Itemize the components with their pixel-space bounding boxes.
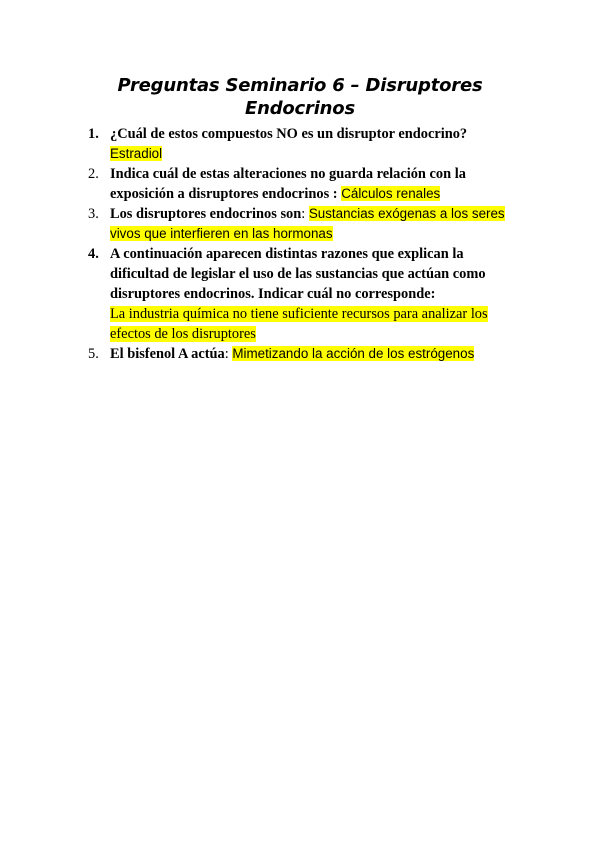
answer-highlight: Cálculos renales	[341, 186, 441, 201]
question-text: El bisfenol A actúa	[110, 346, 225, 362]
question-text: Los disruptores endocrinos son	[110, 206, 302, 222]
answer-separator: :	[301, 206, 306, 222]
answer-highlight: Mimetizando la acción de los estrógenos	[232, 346, 475, 361]
question-number: 3.	[88, 206, 99, 222]
question-item-1	[80, 124, 520, 164]
question-number: 1.	[88, 126, 99, 142]
question-list	[80, 124, 520, 364]
question-text: ¿Cuál de estos compuestos NO es un disruptor endocrino?	[110, 126, 468, 142]
answer-highlight: Estradiol	[110, 146, 163, 161]
question-number: 5.	[88, 346, 99, 362]
question-number: 4.	[88, 246, 99, 262]
question-text: Indica cuál de estas alteraciones no guarda relación con la exposición a disruptores endocrinos :	[110, 166, 466, 202]
answer-highlight: La industria química no tiene suficiente recursos para analizar los efectos de los disruptores	[110, 306, 488, 342]
question-item-2	[80, 164, 520, 204]
answer-separator: :	[224, 346, 229, 362]
question-item-4	[80, 244, 520, 344]
page-title: Preguntas Seminario 6 – Disruptores Endocrinos	[117, 75, 483, 119]
question-item-5	[80, 344, 520, 364]
question-item-3	[80, 204, 520, 244]
question-number: 2.	[88, 166, 99, 182]
answer-highlight: Sustancias exógenas a los seres vivos que interfieren en las hormonas	[110, 206, 505, 241]
question-text: A continuación aparecen distintas razones que explican la dificultad de legislar el uso de las sustancias que actúan como disruptores endocrinos. Indicar cuál no corresponde:	[110, 246, 486, 302]
